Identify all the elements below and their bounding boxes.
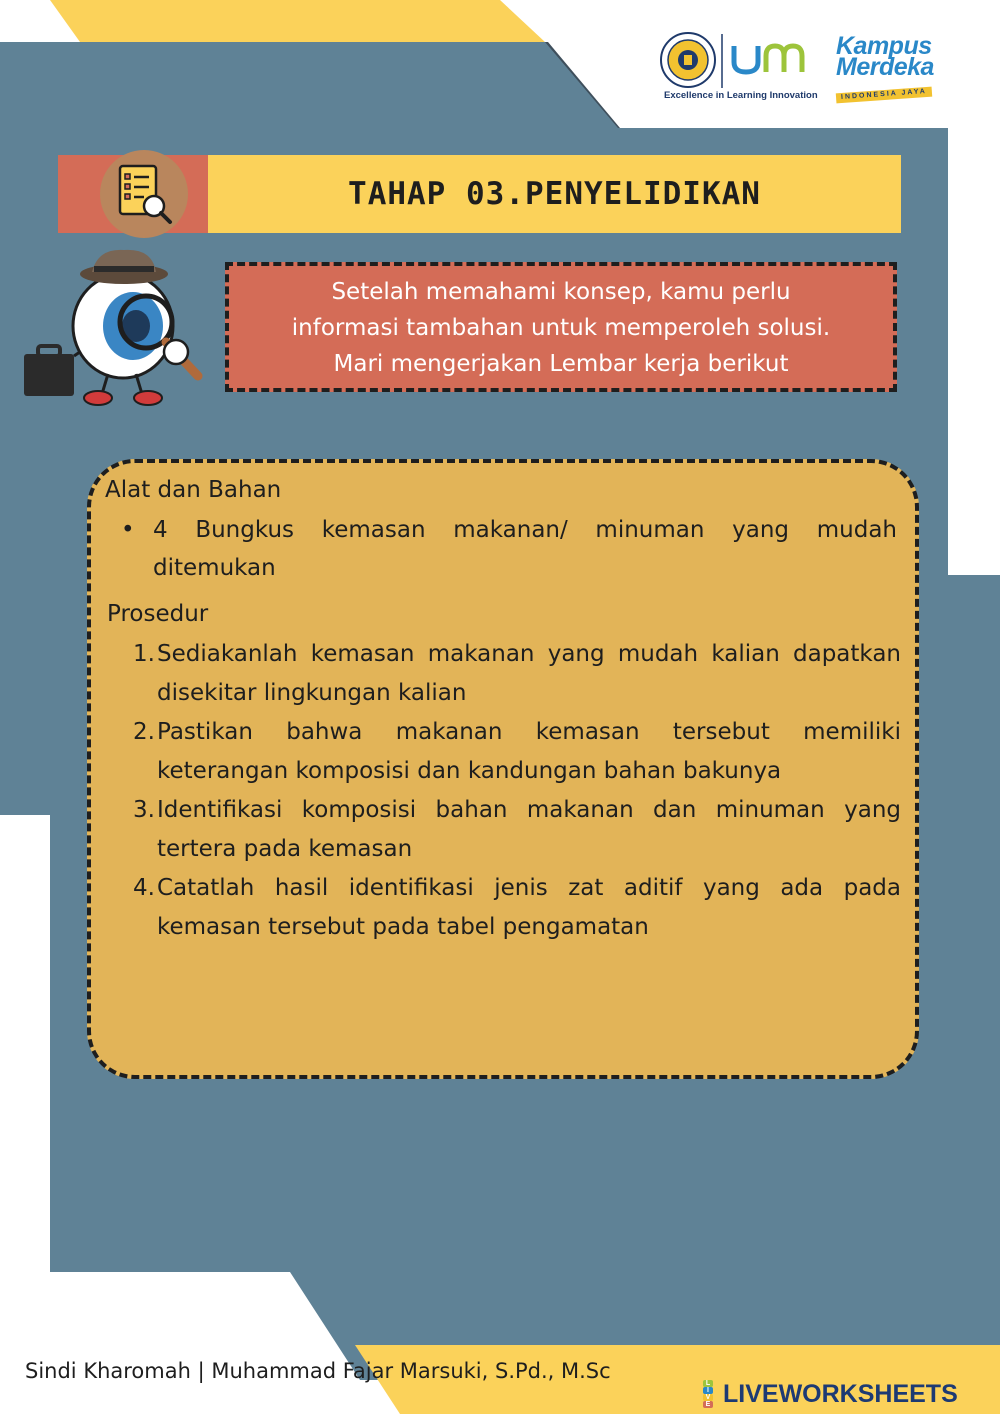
list-item	[125, 635, 901, 713]
liveworksheets-mark-icon: L I V E	[697, 1379, 719, 1409]
liveworksheets-wordmark: LIVEWORKSHEETS	[723, 1379, 958, 1408]
procedure-list	[125, 635, 901, 947]
title-icon-badge	[100, 150, 188, 238]
step-text: Identifikasi komposisi bahan makanan dan minuman yang tertera pada kemasan	[157, 797, 901, 862]
step-text: Pastikan bahwa makanan kemasan tersebut memiliki keterangan komposisi dan kandungan bahan bakunya	[157, 719, 901, 784]
um-seal-icon	[661, 33, 715, 87]
author-credits: Sindi Kharomah | Muhammad Fajar Marsuki, S.Pd., M.Sc	[25, 1359, 611, 1383]
kampus-merdeka-logo	[836, 32, 956, 101]
step-number: 1.	[133, 641, 155, 667]
tool-item-text: 4 Bungkus kemasan makanan/ minuman yang mudah ditemukan	[153, 517, 897, 581]
intro-line: Mari mengerjakan Lembar kerja berikut	[333, 351, 789, 377]
detective-eye-mascot-icon	[18, 246, 218, 411]
step-number: 2.	[133, 719, 155, 745]
intro-line: Setelah memahami konsep, kamu perlu	[331, 279, 791, 305]
list-item	[125, 791, 901, 869]
page-title: TAHAP 03.PENYELIDIKAN	[348, 176, 761, 212]
procedure-heading: Prosedur	[107, 601, 209, 627]
tools-heading: Alat dan Bahan	[105, 477, 282, 503]
worksheet-box	[87, 459, 919, 1079]
step-text: Sediakanlah kemasan makanan yang mudah kalian dapatkan disekitar lingkungan kalian	[157, 641, 901, 706]
list-item	[125, 713, 901, 791]
liveworksheets-logo[interactable]	[697, 1378, 958, 1410]
stage-title-bar	[58, 155, 901, 233]
list-item	[125, 869, 901, 947]
list-item	[121, 511, 897, 587]
um-wordmark-icon	[734, 46, 802, 72]
kampus-line2: Merdeka	[836, 53, 934, 81]
step-number: 4.	[133, 875, 155, 901]
kampus-badge: INDONESIA JAYA	[836, 87, 932, 104]
checklist-magnifier-icon	[100, 150, 188, 238]
kampus-line1: Kampus	[836, 32, 932, 60]
yellow-top-stripe	[50, 0, 545, 42]
intro-line: informasi tambahan untuk memperoleh solusi.	[291, 315, 831, 341]
step-number: 3.	[133, 797, 155, 823]
intro-instruction-box	[225, 262, 897, 392]
bullet-icon: •	[121, 517, 135, 543]
um-tagline: Excellence in Learning Innovation	[664, 90, 818, 101]
step-text: Catatlah hasil identifikasi jenis zat aditif yang ada pada kemasan tersebut pada tabel pengamatan	[157, 875, 901, 940]
